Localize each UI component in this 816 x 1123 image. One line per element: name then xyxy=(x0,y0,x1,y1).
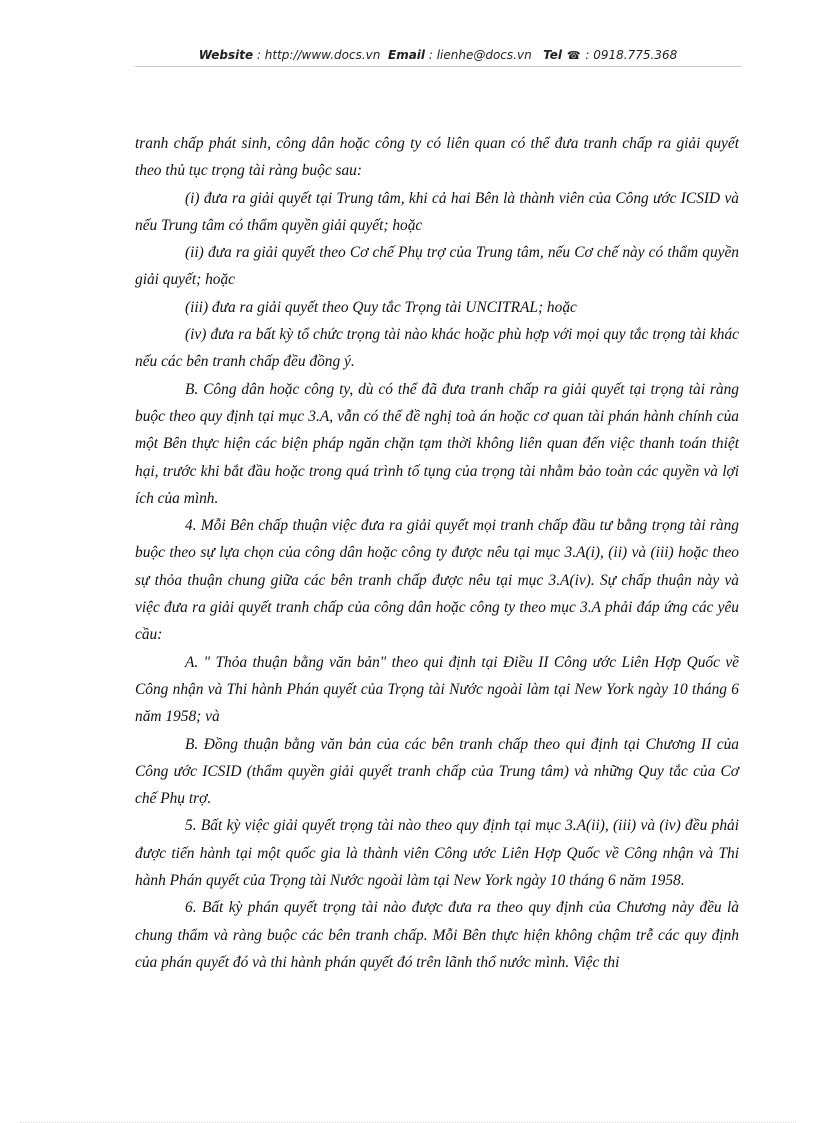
paragraph: tranh chấp phát sinh, công dân hoặc công ty có liên quan có thể đưa tranh chấp ra giải quyết theo thủ tục trọng tài ràng buộc sau: xyxy=(135,135,739,180)
paragraph: 6. Bất kỳ phán quyết trọng tài nào được đưa ra theo quy định của Chương này đều là chung thẩm và ràng buộc các bên tranh chấp. Mỗi Bên thực hiện không chậm trễ các quy định của phán quyết đó và thi hành phán quyết đó trên lãnh thổ nước mình. Việc thi xyxy=(135,899,739,971)
paragraph: (i) đưa ra giải quyết tại Trung tâm, khi cả hai Bên là thành viên của Công ước ICSID và nếu Trung tâm có thẩm quyền giải quyết; hoặc xyxy=(135,189,739,234)
separator: : xyxy=(253,48,265,62)
email-label: Email xyxy=(388,48,426,62)
website-link[interactable]: http://www.docs.vn xyxy=(264,48,381,62)
paragraph: B. Đồng thuận bằng văn bản của các bên tranh chấp theo qui định tại Chương II của Công ước ICSID (thẩm quyền giải quyết tranh chấp của Trung tâm) và những Quy tắc của Cơ chế Phụ trợ. xyxy=(135,735,739,808)
document-body xyxy=(135,130,739,976)
paragraph: B. Công dân hoặc công ty, dù có thể đã đưa tranh chấp ra giải quyết tại trọng tài ràng buộc theo quy định tại mục 3.A, vẫn có thể đề nghị toà án hoặc cơ quan tài phán hành chính của một Bên thực hiện các biện pháp ngăn chặn tạm thời không liên quan đến việc thanh toán thiệt hại, trước khi bắt đầu hoặc trong quá trình tố tụng của trọng tài nhằm bảo toàn các quyền và lợi ích của mình. xyxy=(135,380,739,507)
website-label: Website xyxy=(198,48,254,62)
paragraph: 4. Mỗi Bên chấp thuận việc đưa ra giải quyết mọi tranh chấp đầu tư bằng trọng tài ràng buộc theo sự lựa chọn của công dân hoặc công ty được nêu tại mục 3.A(i), (ii) và (iii) hoặc theo sự thỏa thuận chung giữa các bên tranh chấp được nêu tại mục 3.A(iv). Sự chấp thuận này và việc đưa ra giải quyết tranh chấp của công dân hoặc công ty theo mục 3.A phải đáp ứng các yêu cầu: xyxy=(135,517,739,644)
paragraph: 5. Bất kỳ việc giải quyết trọng tài nào theo quy định tại mục 3.A(ii), (iii) và (iv) đều phải được tiến hành tại một quốc gia là thành viên Công ước Liên Hợp Quốc về Công nhận và Thi hành Phán quyết của Trọng tài Nước ngoài làm tại New York ngày 10 tháng 6 năm 1958. xyxy=(135,817,739,890)
email-link[interactable]: lienhe@docs.vn xyxy=(436,48,532,62)
paragraph: (iii) đưa ra giải quyết theo Quy tắc Trọng tài UNCITRAL; hoặc xyxy=(185,298,577,316)
paragraph: (iv) đưa ra bất kỳ tổ chức trọng tài nào khác hoặc phù hợp với mọi quy tắc trọng tài khác nếu các bên tranh chấp đều đồng ý. xyxy=(135,326,739,371)
separator: : xyxy=(425,48,437,62)
tel-label: Tel xyxy=(543,48,563,62)
telephone-icon: ☎ xyxy=(566,49,581,62)
paragraph: (ii) đưa ra giải quyết theo Cơ chế Phụ trợ của Trung tâm, nếu Cơ chế này có thẩm quyền giải quyết; hoặc xyxy=(135,244,739,289)
paragraph: A. " Thỏa thuận bằng văn bản" theo qui định tại Điều II Công ước Liên Hợp Quốc về Công nhận và Thi hành Phán quyết của Trọng tài Nước ngoài làm tại New York ngày 10 tháng 6 năm 1958; và xyxy=(135,653,739,726)
page-header xyxy=(135,44,741,67)
separator: : xyxy=(581,48,594,62)
tel-number: 0918.775.368 xyxy=(593,48,678,62)
